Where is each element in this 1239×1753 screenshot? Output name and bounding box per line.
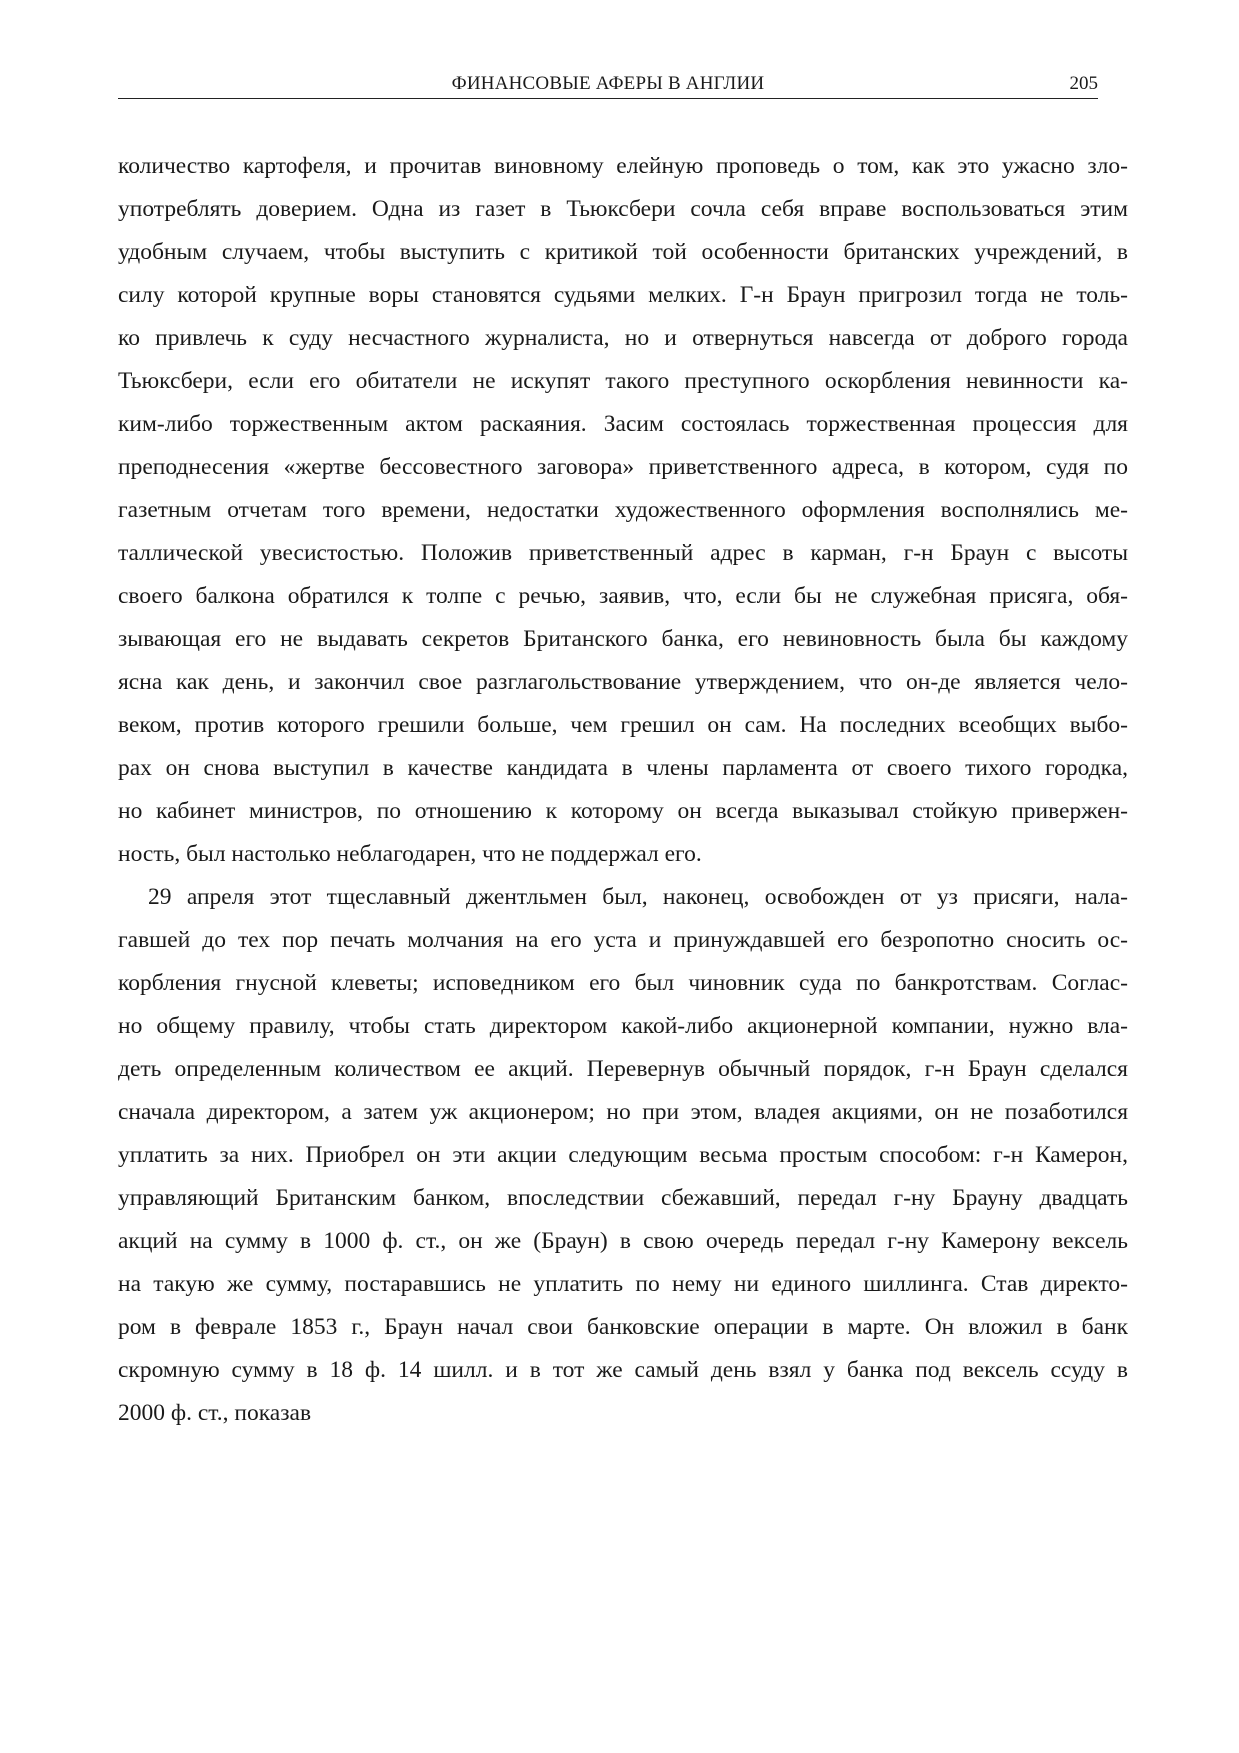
text-line: деть определенным количеством ее акций. Перевернув обычный порядок, г-н Браун сделался <box>118 1056 1128 1082</box>
text-line: ким-либо торжественным актом раскаяния. Засим состоялась торжественная процессия для <box>118 411 1128 437</box>
text-line: веком, против которого грешили больше, чем грешил он сам. На последних всеобщих выбо- <box>118 712 1128 738</box>
running-title: ФИНАНСОВЫЕ АФЕРЫ В АНГЛИИ <box>451 73 765 94</box>
text-line: корбления гнусной клеветы; исповедником его был чиновник суда по банкротствам. Соглас- <box>118 970 1128 996</box>
text-line: ко привлечь к суду несчастного журналиста, но и отвернуться навсегда от доброго города <box>118 325 1128 351</box>
text-line: Тьюксбери, если его обитатели не искупят такого преступного оскорбления невинности ка- <box>118 368 1128 394</box>
text-line: удобным случаем, чтобы выступить с критикой той особенности британских учреждений, в <box>118 239 1128 265</box>
text-line: зывающая его не выдавать секретов Британского банка, его невиновность была бы каждому <box>118 626 1128 652</box>
text-line: силу которой крупные воры становятся судьями мелких. Г-н Браун пригрозил тогда не толь- <box>118 282 1128 308</box>
text-line: акций на сумму в 1000 ф. ст., он же (Браун) в свою очередь передал г-ну Камерону вексель <box>118 1228 1128 1254</box>
page-number: 205 <box>1069 73 1098 94</box>
text-line: количество картофеля, и прочитав виновному елейную проповедь о том, как это ужасно зло- <box>118 153 1128 179</box>
text-line: сначала директором, а затем уж акционером; но при этом, владея акциями, он не позаботился <box>118 1099 1128 1125</box>
text-line: таллической увесистостью. Положив приветственный адрес в карман, г-н Браун с высоты <box>118 540 1128 566</box>
text-line: управляющий Британским банком, впоследствии сбежавший, передал г-ну Брауну двадцать <box>118 1185 1128 1211</box>
text-line: но кабинет министров, по отношению к которому он всегда выказывал стойкую привержен- <box>118 798 1128 824</box>
text-line: 2000 ф. ст., показав <box>118 1400 312 1426</box>
text-line: употреблять доверием. Одна из газет в Тьюксбери сочла себя вправе воспользоваться этим <box>118 196 1128 222</box>
text-line: 29 апреля этот тщеславный джентльмен был, наконец, освобожден от уз присяги, нала- <box>148 884 1128 910</box>
text-line: скромную сумму в 18 ф. 14 шилл. и в тот же самый день взял у банка под вексель ссуду в <box>118 1357 1128 1383</box>
text-line: преподнесения «жертве бессовестного заговора» приветственного адреса, в котором, судя по <box>118 454 1128 480</box>
page-header <box>118 70 1098 99</box>
text-line: уплатить за них. Приобрел он эти акции следующим весьма простым способом: г-н Камерон, <box>118 1142 1128 1168</box>
paragraph <box>118 876 1128 1435</box>
text-line: на такую же сумму, постаравшись не уплатить по нему ни единого шиллинга. Став директо- <box>118 1271 1128 1297</box>
text-line: но общему правилу, чтобы стать директором какой-либо акционерной компании, нужно вла- <box>118 1013 1128 1039</box>
text-line: своего балкона обратился к толпе с речью, заявив, что, если бы не служебная присяга, обя- <box>118 583 1128 609</box>
text-line: газетным отчетам того времени, недостатки художественного оформления восполнялись ме- <box>118 497 1128 523</box>
text-line: ность, был настолько неблагодарен, что не поддержал его. <box>118 841 702 867</box>
text-line: ясна как день, и закончил свое разглагольствование утверждением, что он-де является чело- <box>118 669 1128 695</box>
text-line: гавшей до тех пор печать молчания на его уста и принуждавшей его безропотно сносить ос- <box>118 927 1128 953</box>
text-line: рах он снова выступил в качестве кандидата в члены парламента от своего тихого городка, <box>118 755 1128 781</box>
body-text <box>118 145 1128 1435</box>
text-line: ром в феврале 1853 г., Браун начал свои банковские операции в марте. Он вложил в банк <box>118 1314 1128 1340</box>
paragraph <box>118 145 1128 876</box>
